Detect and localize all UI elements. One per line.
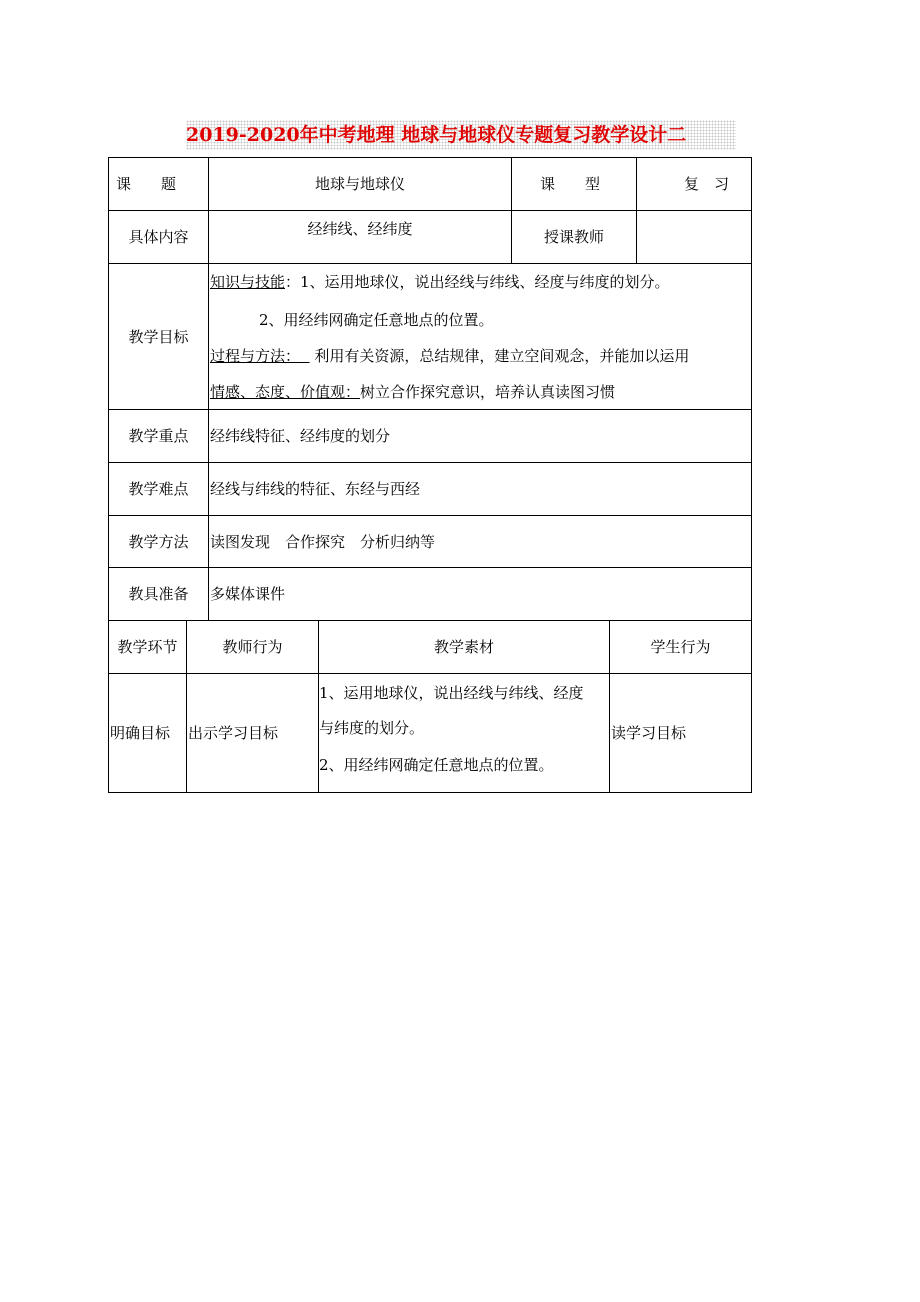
teacher-value — [640, 211, 750, 263]
emotion-text: 树立合作探究意识，培养认真读图习惯 — [360, 383, 616, 401]
row-material-line-2: 与纬度的划分。 — [319, 719, 425, 737]
knowledge-text: ：1、运用地球仪，说出经线与纬线、经度与纬度的划分。 — [285, 273, 670, 291]
row-material-line-1: 1、运用地球仪，说出经线与纬线、经度 — [319, 684, 584, 702]
col-header-teacher-action: 教师行为 — [222, 638, 283, 656]
key-value: 经纬线特征、经纬度的划分 — [210, 427, 391, 445]
content-value: 经纬线、经纬度 — [307, 220, 413, 238]
grid-line — [108, 792, 752, 793]
row-material-line-3: 2、用经纬网确定任意地点的位置。 — [319, 756, 554, 774]
method-value: 读图发现 合作探究 分析归纳等 — [210, 532, 436, 551]
row-student-action: 读学习目标 — [611, 724, 687, 742]
process-underline-gap — [300, 347, 310, 365]
method-label: 教学方法 — [128, 532, 189, 551]
goals-knowledge-line — [210, 272, 750, 294]
col-header-material: 教学素材 — [433, 638, 494, 656]
tools-label: 教具准备 — [128, 585, 189, 603]
goals-emotion-line — [210, 382, 750, 404]
row-teacher-action: 出示学习目标 — [188, 724, 279, 742]
grid-line — [636, 157, 637, 263]
content-label: 具体内容 — [128, 228, 189, 246]
lesson-value: 地球与地球仪 — [314, 175, 405, 193]
emotion-heading: 情感、态度、价值观： — [210, 383, 361, 401]
goals-label: 教学目标 — [128, 327, 189, 346]
key-label: 教学重点 — [128, 427, 189, 445]
goals-position-line: 2、用经纬网确定任意地点的位置。 — [259, 311, 494, 329]
difficulty-value: 经线与纬线的特征、东经与西经 — [210, 480, 421, 498]
col-header-stage: 教学环节 — [117, 638, 178, 656]
row-stage: 明确目标 — [110, 724, 171, 742]
process-text: 利用有关资源，总结规律，建立空间观念，并能加以运用 — [314, 347, 690, 365]
document-title: 2019-2020年中考地理 地球与地球仪专题复习教学设计二 — [186, 120, 736, 150]
teacher-label: 授课教师 — [543, 228, 604, 246]
process-heading: 过程与方法： — [210, 347, 301, 365]
difficulty-label: 教学难点 — [128, 480, 189, 498]
lesson-label: 课 题 — [116, 175, 177, 193]
type-label: 课 型 — [540, 175, 601, 193]
tools-value: 多媒体课件 — [210, 585, 286, 603]
goals-process-line — [210, 346, 750, 368]
knowledge-heading: 知识与技能 — [210, 273, 286, 291]
type-value: 复 习 — [684, 175, 730, 193]
col-header-student-action: 学生行为 — [650, 638, 711, 656]
grid-line — [751, 157, 752, 793]
